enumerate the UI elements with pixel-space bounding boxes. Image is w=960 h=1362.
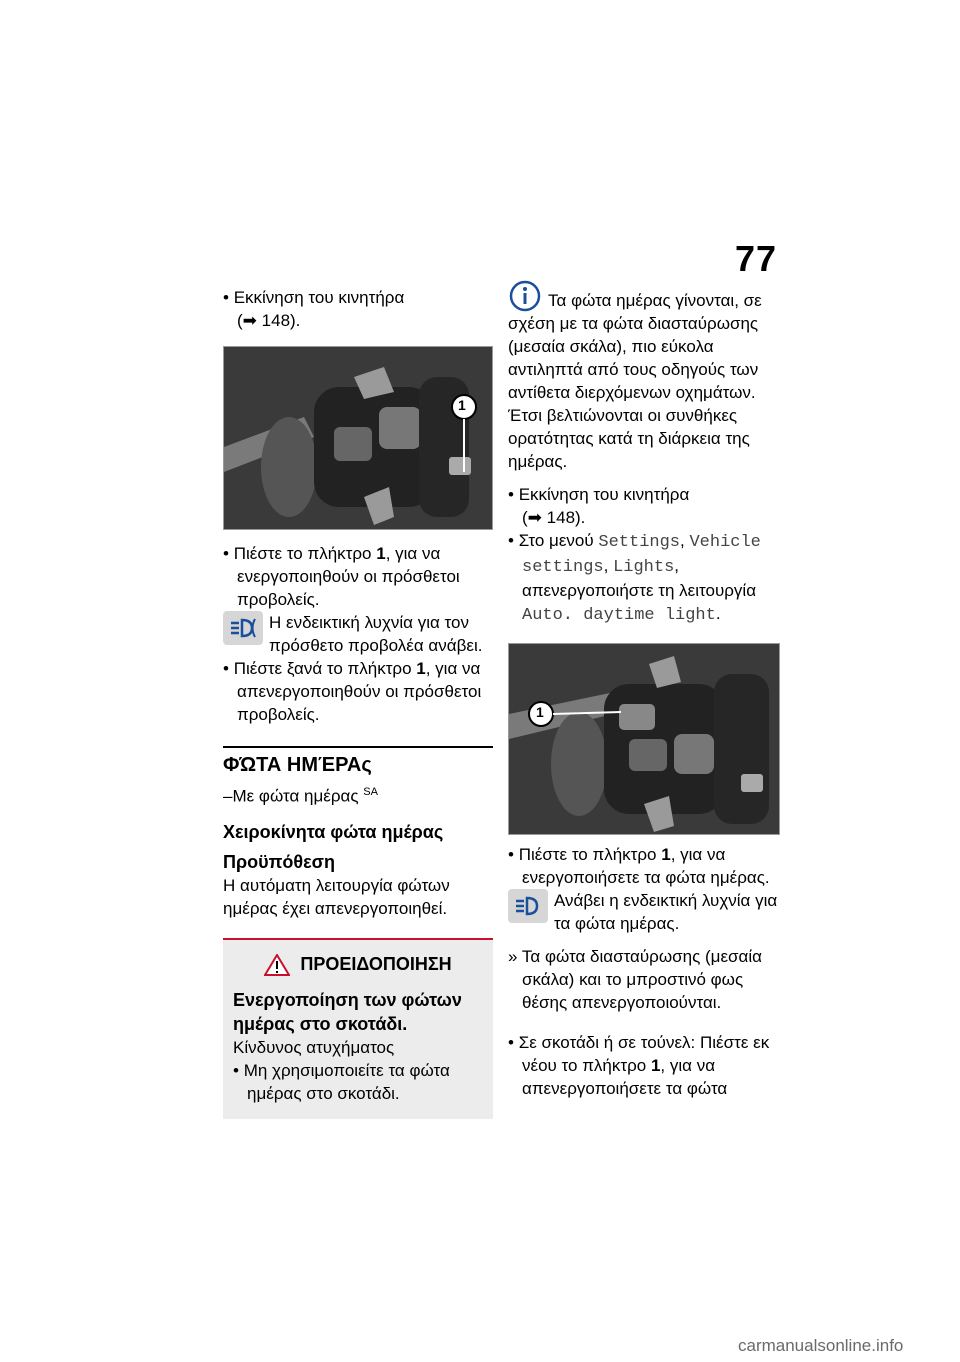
section-title: ΦΏΤΑ ΗΜΈΡΑς [223, 754, 372, 776]
result-line: » Τα φώτα διασταύρωσης (μεσαία σκάλα) και το μπροστινό φως θέσης απενεργοποιούνται. [508, 947, 762, 1012]
warning-label: ΠΡΟΕΙΔΟΠΟΙΗΣΗ [300, 954, 452, 975]
fog-light-indicator-icon [223, 611, 263, 645]
bullet-press-key: • Πιέστε το πλήκτρο 1, για να ενεργοποιηθούν οι πρόσθετοι προβολείς. [223, 544, 460, 609]
equipment-line: –Με φώτα ημέρας $^{SA}$ [223, 786, 378, 806]
arrow-right-icon: ➡ [242, 311, 257, 330]
bullet-start-engine-right: • Εκκίνηση του κινητήρα [508, 485, 690, 504]
warning-header [233, 954, 483, 976]
page-reference[interactable]: (➡ 148). [237, 311, 301, 330]
daylight-indicator-text: Ανάβει η ενδεικτική λυχνία για τα φώτα ημέρας. [554, 891, 778, 933]
prerequisite-title: Προϋπόθεση [223, 851, 335, 872]
footer-watermark: carmanualsonline.info [738, 1336, 904, 1355]
warning-triangle-icon [264, 954, 290, 976]
warning-action: • Μη χρησιμοποιείτε τα φώτα ημέρας στο σκοτάδι. [233, 1060, 450, 1103]
left-column [223, 286, 493, 1119]
handlebar-photo-2 [508, 643, 780, 835]
handlebar-photo-1 [223, 346, 493, 530]
manual-daylights-title: Χειροκίνητα φώτα ημέρας [223, 821, 444, 842]
bullet-menu-path: • Στο μενού Settings, Vehicle settings, Lights, απενεργοποιήστε τη λειτουργία Auto. daytime light. [508, 531, 761, 625]
indicator-note-daylight [508, 889, 784, 935]
bullet-press-key-daylights: • Πιέστε το πλήκτρο 1, για να ενεργοποιήσετε τα φώτα ημέρας. [508, 845, 770, 887]
callout-1-right: 1 [536, 704, 544, 720]
bullet-press-again: • Πιέστε ξανά το πλήκτρο 1, για να απενεργοποιηθούν οι πρόσθετοι προβολείς. [223, 659, 482, 724]
right-column [508, 291, 784, 1100]
warning-risk: Κίνδυνος ατυχήματος [233, 1037, 395, 1057]
arrow-right-icon: ➡ [527, 508, 542, 527]
indicator-note-text: Η ενδεικτική λυχνία για τον πρόσθετο προβολέα ανάβει. [269, 613, 483, 655]
warning-box [223, 938, 493, 1119]
page-reference-right[interactable]: (➡ 148). [522, 508, 586, 527]
bullet-tunnel: • Σε σκοτάδι ή σε τούνελ: Πιέστε εκ νέου το πλήκτρο 1, για να απενεργοποιήσετε τα φώτα [508, 1033, 770, 1098]
indicator-note-fog [223, 611, 493, 657]
section-divider [223, 746, 493, 748]
handlebar-switch-illustration [224, 347, 492, 529]
page-number: 77 [735, 238, 778, 279]
callout-1: 1 [458, 397, 466, 413]
info-text: Τα φώτα ημέρας γίνονται, σε σχέση με τα φώτα διασταύρωσης (μεσαία σκάλα), πιο εύκολα αντιληπτά από τους οδηγούς των αντίθετα διερχόμενων οχημάτων. Έτσι βελτιώνονται οι συνθήκες ορατότητας κατά τη διάρκεια της ημέρας. [508, 291, 762, 471]
info-icon [508, 279, 542, 313]
handlebar-switch-illustration-2 [509, 644, 779, 834]
warning-headline: Ενεργοποίηση των φώτων ημέρας στο σκοτάδι. [233, 989, 462, 1034]
bullet-start-engine: • Εκκίνηση του κινητήρα [223, 288, 405, 307]
prerequisite-text: Η αυτόματη λειτουργία φώτων ημέρας έχει απενεργοποιηθεί. [223, 875, 450, 918]
info-note [508, 289, 784, 473]
daytime-light-indicator-icon [508, 889, 548, 923]
